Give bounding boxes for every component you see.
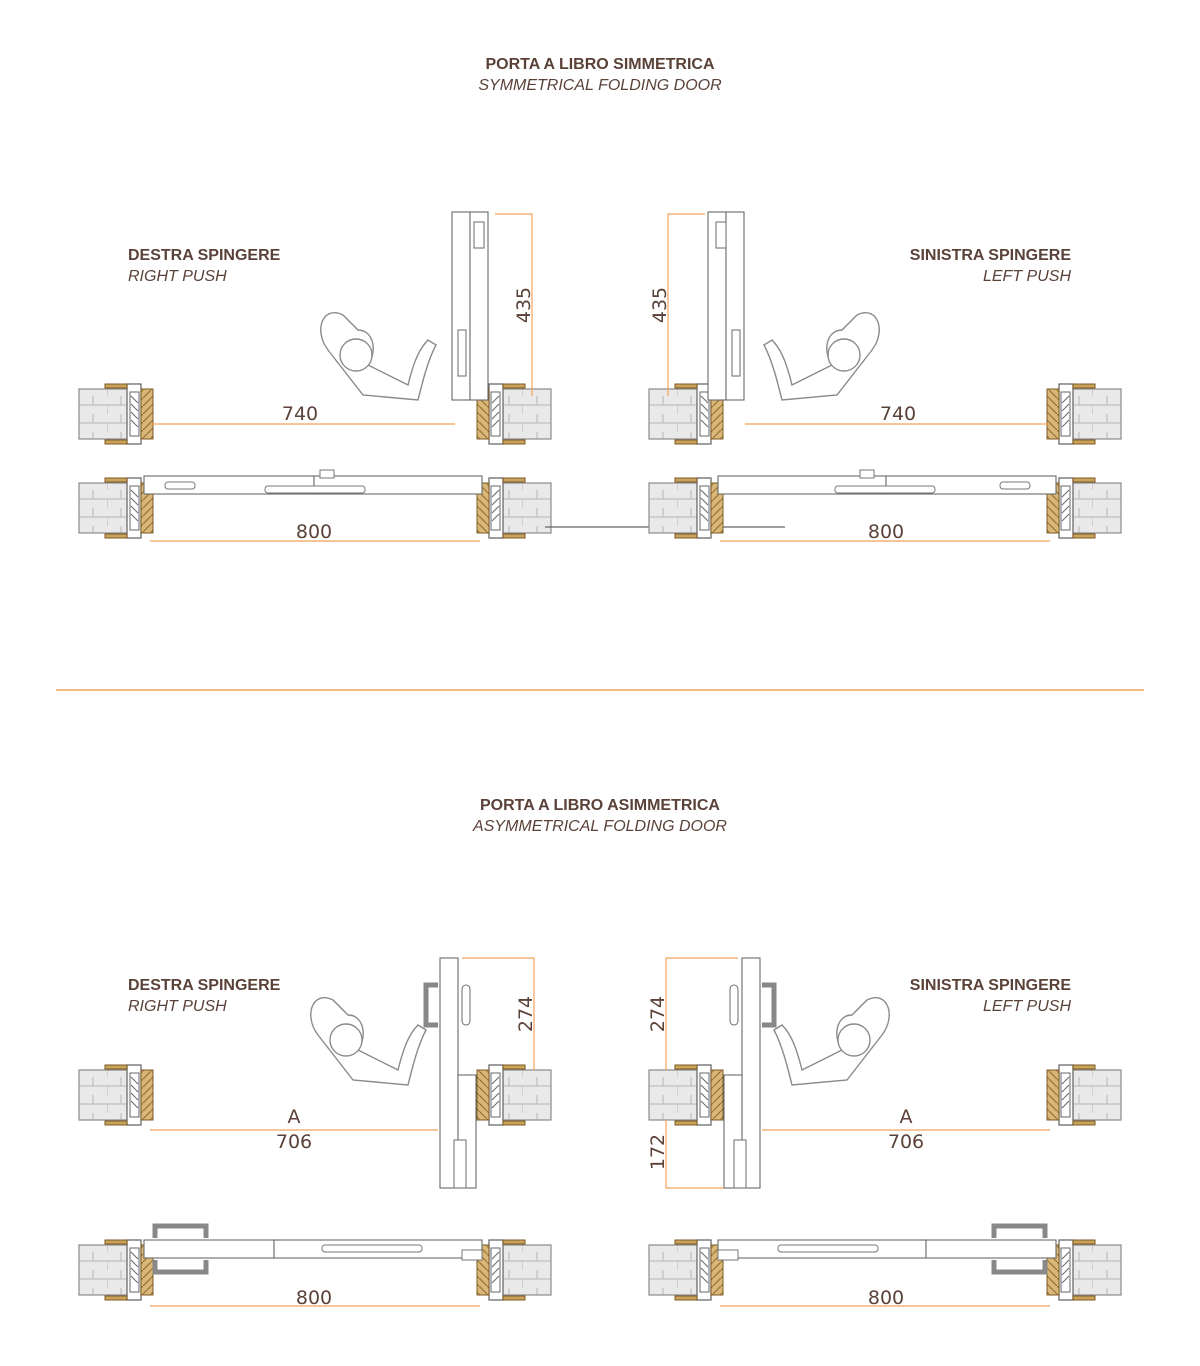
asym-left-depth-dim: 274: [515, 995, 537, 1033]
asym-right-passage-dim: 706: [887, 1131, 925, 1153]
sym-right-depth-dim: 435: [649, 286, 671, 324]
hinge-plate: [734, 1140, 746, 1188]
asym-right-label-title: SINISTRA SPINGERE: [909, 977, 1071, 994]
handle: [426, 985, 438, 1025]
handle: [762, 985, 774, 1025]
asym-right-lower-dim: 172: [647, 1133, 669, 1171]
person-icon: [764, 313, 879, 400]
hinge-plate: [732, 330, 740, 376]
asym-right-depth-dim: 274: [647, 995, 669, 1033]
asym-right-label-subtitle: LEFT PUSH: [982, 998, 1071, 1015]
sym-right-label-title: SINISTRA SPINGERE: [909, 247, 1071, 264]
hinge-plate: [462, 985, 470, 1025]
symmetric-title: PORTA A LIBRO SIMMETRICA: [485, 56, 715, 73]
asymmetric-title: PORTA A LIBRO ASIMMETRICA: [480, 797, 720, 814]
asymmetric-subtitle: ASYMMETRICAL FOLDING DOOR: [473, 818, 727, 835]
hinge-plate: [474, 222, 484, 248]
asym-left-label-title: DESTRA SPINGERE: [128, 977, 281, 994]
sym-left-label-subtitle: RIGHT PUSH: [128, 268, 227, 285]
hinge-plate: [458, 330, 466, 376]
sym-right-passage-dim: 740: [879, 403, 917, 425]
door-panel: [926, 1240, 1056, 1258]
person-icon: [774, 998, 889, 1085]
asym-left-label-subtitle: RIGHT PUSH: [128, 998, 227, 1015]
symmetric-subtitle: SYMMETRICAL FOLDING DOOR: [478, 77, 722, 94]
sym-left-depth-dim: 435: [513, 286, 535, 324]
sym-right-width-dim: 800: [867, 521, 905, 543]
door-panel: [144, 1240, 274, 1258]
hinge-plate: [454, 1140, 466, 1188]
person-icon: [321, 313, 436, 400]
asym-left-a-label: A: [287, 1106, 301, 1128]
hinge-plate: [730, 985, 738, 1025]
person-icon: [311, 998, 426, 1085]
sym-left-passage-dim: 740: [281, 403, 319, 425]
sym-left-label-title: DESTRA SPINGERE: [128, 247, 281, 264]
sym-right-label-subtitle: LEFT PUSH: [982, 268, 1071, 285]
hinge-plate: [716, 222, 726, 248]
sym-left-width-dim: 800: [295, 521, 333, 543]
asym-left-width-dim: 800: [295, 1287, 333, 1309]
asym-right-width-dim: 800: [867, 1287, 905, 1309]
asym-left-passage-dim: 706: [275, 1131, 313, 1153]
asym-right-a-label: A: [899, 1106, 913, 1128]
